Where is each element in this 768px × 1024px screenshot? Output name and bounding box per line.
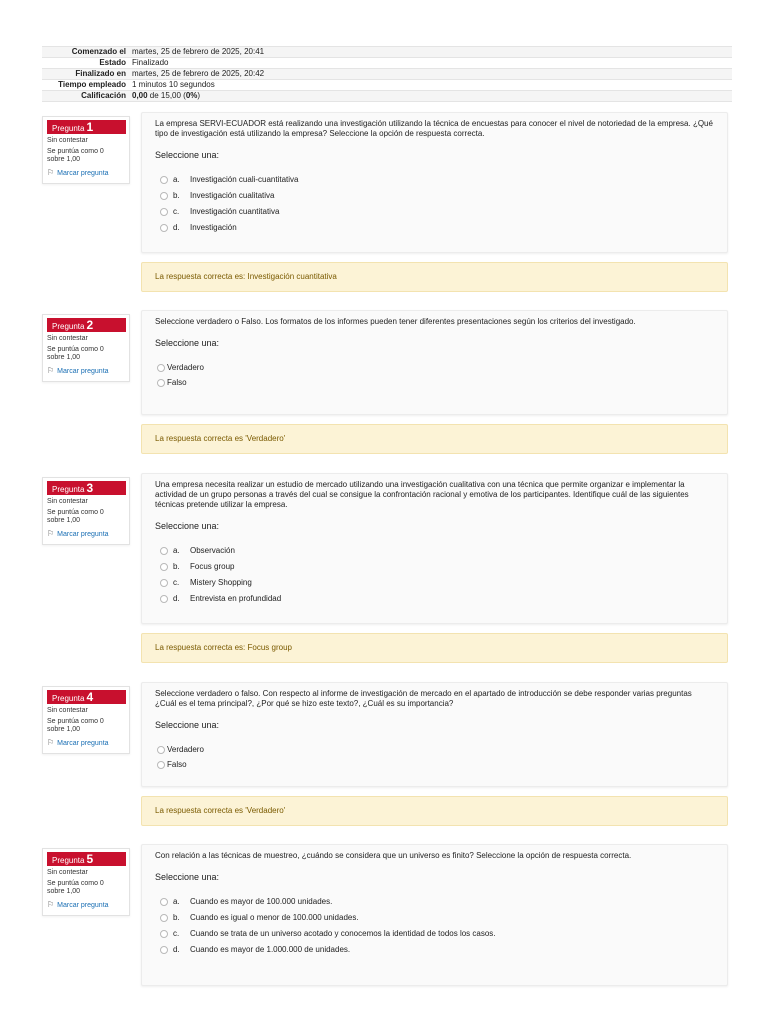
flag-question-link[interactable] (47, 529, 125, 539)
summary-value: 1 minutos 10 segundos (129, 80, 732, 91)
correct-answer-feedback: La respuesta correcta es 'Verdadero' (141, 796, 728, 826)
question-info (42, 686, 130, 754)
question-state: Sin contestar (47, 869, 88, 876)
question-number: 4 (86, 690, 94, 704)
correct-answer-feedback: La respuesta correcta es: Investigación cuantitativa (141, 262, 728, 292)
option-label: Cuando es mayor de 1.000.000 de unidades. (190, 945, 351, 954)
option-label: Cuando es mayor de 100.000 unidades. (190, 897, 333, 906)
option-label: Entrevista en profundidad (190, 594, 282, 603)
question-number-badge (47, 120, 126, 134)
radio-button[interactable] (157, 379, 165, 387)
option-letter: c. (173, 207, 180, 216)
summary-label: Tiempo empleado (42, 80, 129, 91)
radio-button[interactable] (160, 192, 168, 200)
question-grade: Se puntúa como 0 sobre 1,00 (47, 346, 104, 361)
answer-prompt: Seleccione una: (155, 872, 220, 882)
question-number-badge (47, 690, 126, 704)
radio-button[interactable] (160, 914, 168, 922)
question-info (42, 314, 130, 382)
answer-prompt: Seleccione una: (155, 150, 220, 160)
option-label: Falso (167, 377, 187, 387)
answer-option[interactable] (160, 543, 714, 559)
grade-close: ) (197, 91, 201, 100)
option-letter: c. (173, 578, 180, 587)
question-content (141, 473, 728, 624)
question-grade: Se puntúa como 0 sobre 1,00 (47, 718, 104, 733)
question-number-badge (47, 318, 126, 332)
option-label: Investigación cualitativa (190, 191, 275, 200)
answer-option[interactable] (157, 742, 714, 757)
option-letter: a. (173, 897, 180, 906)
option-letter: c. (173, 929, 180, 938)
question-word: Pregunta (52, 856, 85, 865)
summary-label: Calificación (42, 91, 129, 102)
summary-row-started (42, 47, 732, 58)
flag-label: Marcar pregunta (57, 531, 109, 538)
question-info (42, 848, 130, 916)
summary-row-finished (42, 69, 732, 80)
question-grade: Se puntúa como 0 sobre 1,00 (47, 509, 104, 524)
answer-prompt: Seleccione una: (155, 720, 220, 730)
radio-button[interactable] (160, 579, 168, 587)
grade-score: 0,00 (132, 91, 148, 100)
summary-value: martes, 25 de febrero de 2025, 20:42 (129, 69, 732, 80)
flag-question-link[interactable] (47, 168, 125, 178)
summary-label: Finalizado en (42, 69, 129, 80)
summary-label: Estado (42, 58, 129, 69)
grade-total: de 15,00 ( (147, 91, 186, 100)
question-number-badge (47, 481, 126, 495)
answer-option[interactable] (160, 894, 714, 910)
answer-option[interactable] (160, 204, 714, 220)
summary-row-grade (42, 91, 732, 102)
flag-icon: ⚐ (47, 366, 55, 375)
question-content (141, 682, 728, 787)
option-label: Verdadero (167, 744, 204, 754)
option-label: Verdadero (167, 362, 204, 372)
answer-prompt: Seleccione una: (155, 521, 220, 531)
option-label: Investigación cuali-cuantitativa (190, 175, 299, 184)
option-label: Cuando es igual o menor de 100.000 unidades. (190, 913, 359, 922)
radio-button[interactable] (157, 746, 165, 754)
answer-option[interactable] (160, 188, 714, 204)
flag-icon: ⚐ (47, 900, 55, 909)
flag-label: Marcar pregunta (57, 902, 109, 909)
flag-label: Marcar pregunta (57, 740, 109, 747)
question-text: Seleccione verdadero o falso. Con respecto al informe de investigación de mercado en el apartado de introducción se debe responder varias preguntas ¿Cuál es el tema principal?, ¿Por qué se hizo este texto?, ¿Cuál es su importancia? (155, 689, 692, 708)
radio-button[interactable] (160, 547, 168, 555)
attempt-summary-table (42, 46, 732, 102)
summary-value: martes, 25 de febrero de 2025, 20:41 (129, 47, 732, 58)
question-text: Con relación a las técnicas de muestreo, ¿cuándo se considera que un universo es finito? Seleccione la opción de respuesta correcta. (155, 851, 632, 860)
option-letter: b. (173, 913, 180, 922)
option-letter: d. (173, 223, 180, 232)
radio-button[interactable] (160, 930, 168, 938)
flag-icon: ⚐ (47, 738, 55, 747)
question-text: La empresa SERVI-ECUADOR está realizando una investigación utilizando la técnica de encuestas para conocer el nivel de notoriedad de la empresa. ¿Qué tipo de investigación está utilizando la empresa? Seleccione la opción de respuesta correcta. (155, 119, 713, 138)
question-grade: Se puntúa como 0 sobre 1,00 (47, 880, 104, 895)
answer-option[interactable] (160, 910, 714, 926)
option-label: Mistery Shopping (190, 578, 252, 587)
question-info (42, 477, 130, 545)
answer-option[interactable] (160, 559, 714, 575)
summary-row-state (42, 58, 732, 69)
option-label: Cuando se trata de un universo acotado y conocemos la identidad de todos los casos. (190, 929, 496, 938)
question-state: Sin contestar (47, 335, 88, 342)
question-content (141, 310, 728, 415)
option-label: Investigación cuantitativa (190, 207, 280, 216)
option-letter: d. (173, 594, 180, 603)
radio-button[interactable] (160, 176, 168, 184)
option-letter: d. (173, 945, 180, 954)
question-state: Sin contestar (47, 707, 88, 714)
answer-option[interactable] (157, 757, 714, 772)
flag-question-link[interactable] (47, 366, 125, 376)
answer-option[interactable] (160, 172, 714, 188)
summary-value (129, 91, 732, 102)
question-text: Una empresa necesita realizar un estudio de mercado utilizando una investigación cualitativa con una técnica que permite organizar e implementar la actividad de un grupo personas a través del cual se consigue la confrontación racional y emotiva de los participantes. Identifique cuál de las siguientes técnicas pretende utilizar la empresa. (155, 480, 689, 509)
flag-question-link[interactable] (47, 900, 125, 910)
grade-percent: 0% (185, 91, 198, 100)
option-label: Investigación (190, 223, 237, 232)
answer-option[interactable] (160, 926, 714, 942)
flag-label: Marcar pregunta (57, 368, 109, 375)
question-number: 2 (86, 318, 94, 332)
flag-label: Marcar pregunta (57, 170, 109, 177)
radio-button[interactable] (160, 208, 168, 216)
question-number: 5 (86, 852, 94, 866)
question-state: Sin contestar (47, 137, 88, 144)
radio-button[interactable] (160, 946, 168, 954)
option-label: Observación (190, 546, 235, 555)
flag-icon: ⚐ (47, 529, 55, 538)
answer-option[interactable] (157, 360, 714, 375)
question-content (141, 844, 728, 986)
answer-option[interactable] (160, 220, 714, 236)
answer-prompt: Seleccione una: (155, 338, 220, 348)
option-letter: a. (173, 175, 180, 184)
radio-button[interactable] (157, 761, 165, 769)
summary-value: Finalizado (129, 58, 732, 69)
question-word: Pregunta (52, 124, 85, 133)
question-word: Pregunta (52, 485, 85, 494)
question-text: Seleccione verdadero o Falso. Los formatos de los informes pueden tener diferentes presentaciones según los criterios del investigado. (155, 317, 636, 326)
option-label: Focus group (190, 562, 235, 571)
option-label: Falso (167, 759, 187, 769)
question-state: Sin contestar (47, 498, 88, 505)
question-word: Pregunta (52, 322, 85, 331)
flag-icon: ⚐ (47, 168, 55, 177)
radio-button[interactable] (157, 364, 165, 372)
correct-answer-feedback: La respuesta correcta es 'Verdadero' (141, 424, 728, 454)
question-info (42, 116, 130, 184)
answer-option[interactable] (160, 575, 714, 591)
answer-option[interactable] (157, 375, 714, 390)
radio-button[interactable] (160, 224, 168, 232)
flag-question-link[interactable] (47, 738, 125, 748)
radio-button[interactable] (160, 563, 168, 571)
summary-label: Comenzado el (42, 47, 129, 58)
summary-row-time (42, 80, 732, 91)
question-content (141, 112, 728, 253)
question-grade: Se puntúa como 0 sobre 1,00 (47, 148, 104, 163)
question-word: Pregunta (52, 694, 85, 703)
answer-option[interactable] (160, 591, 714, 607)
correct-answer-feedback: La respuesta correcta es: Focus group (141, 633, 728, 663)
radio-button[interactable] (160, 898, 168, 906)
option-letter: b. (173, 562, 180, 571)
option-letter: a. (173, 546, 180, 555)
question-number: 3 (86, 481, 94, 495)
radio-button[interactable] (160, 595, 168, 603)
answer-option[interactable] (160, 942, 714, 958)
question-number: 1 (86, 120, 94, 134)
option-letter: b. (173, 191, 180, 200)
question-number-badge (47, 852, 126, 866)
